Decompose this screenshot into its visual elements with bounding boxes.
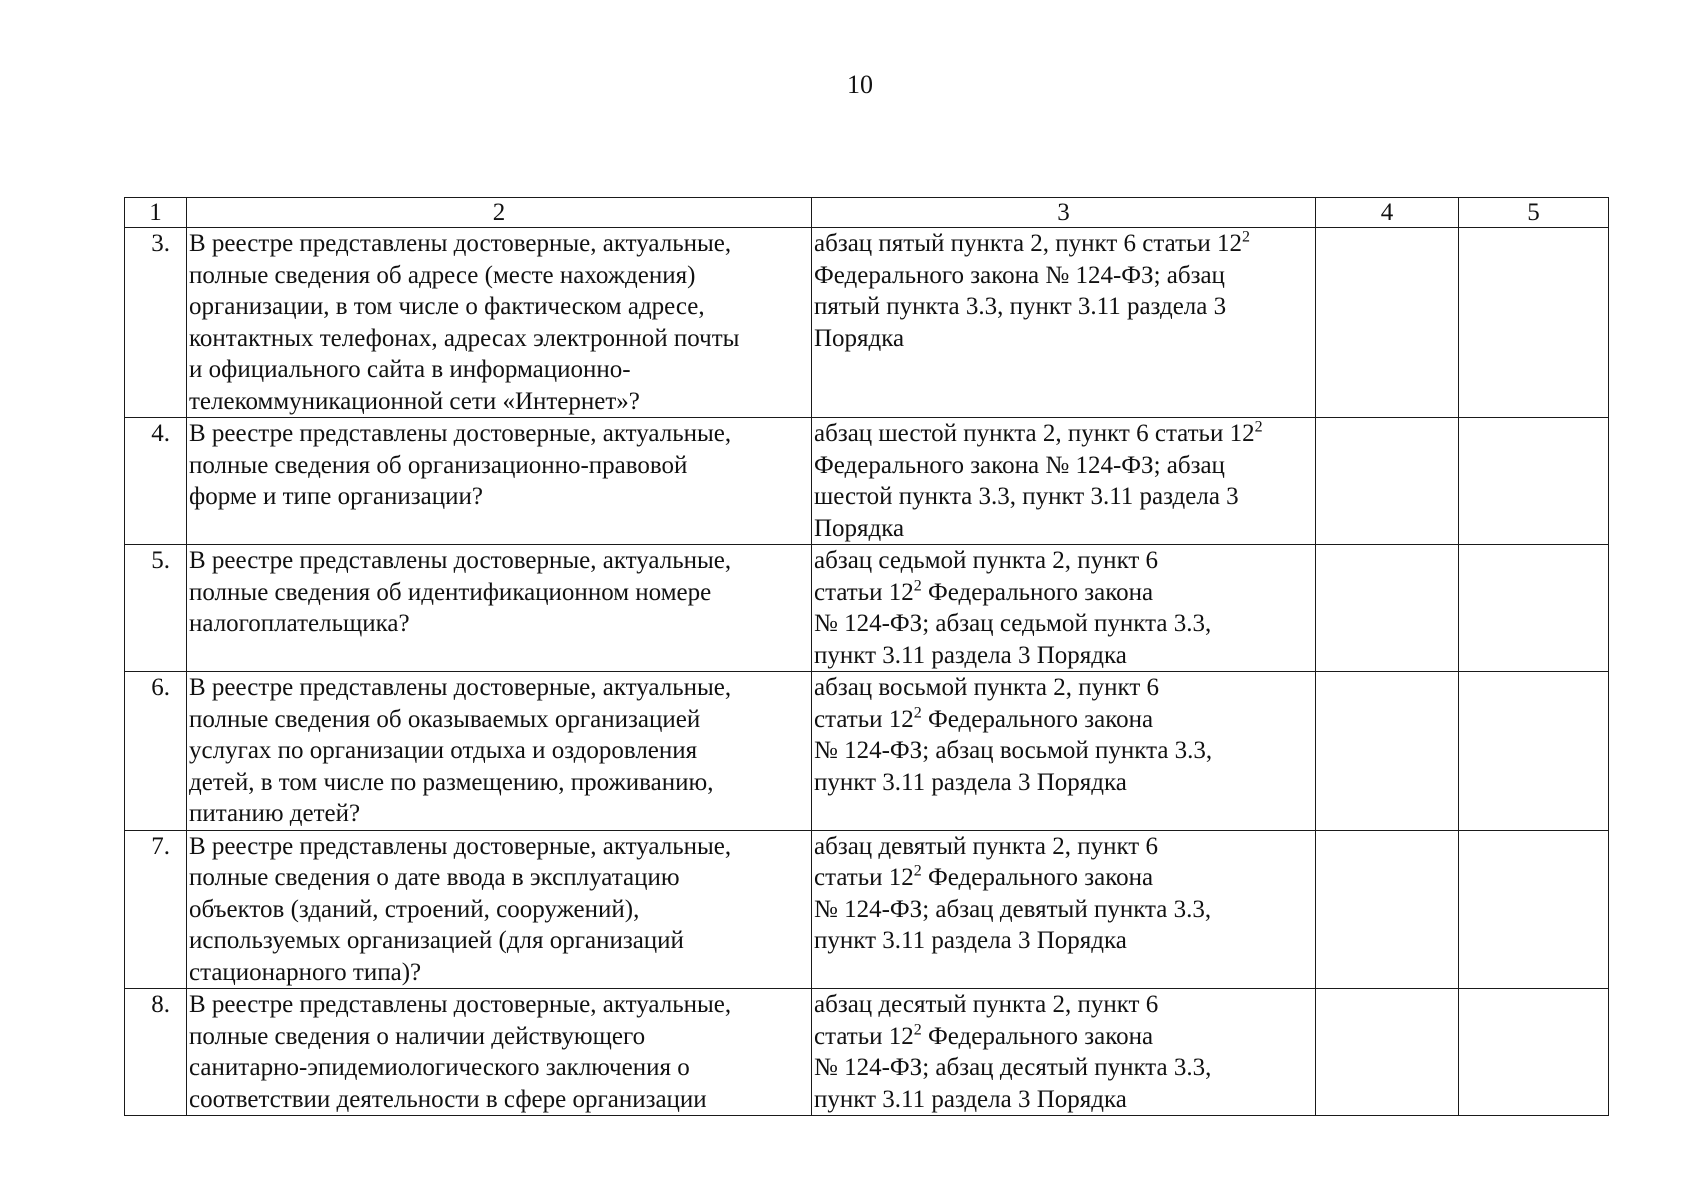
row-reference-text-continued: Федерального закона № 124-ФЗ; абзац девятый пункта 3.3, пункт 3.11 раздела 3 Порядка <box>814 864 1212 954</box>
table-header-row <box>125 198 1609 228</box>
row-reference <box>814 831 1313 957</box>
row-col-5-cell <box>1459 989 1609 1116</box>
table-row <box>125 989 1609 1116</box>
row-reference-text-continued: Федерального закона № 124-ФЗ; абзац шестой пункта 3.3, пункт 3.11 раздела 3 Порядка <box>814 451 1239 542</box>
row-number: 7. <box>125 830 187 989</box>
row-col-4-cell <box>1316 830 1459 989</box>
row-question-cell <box>187 830 812 989</box>
row-col-5-cell <box>1459 228 1609 418</box>
row-reference-text: абзац десятый пункта 2, пункт 6 статьи 12 <box>814 991 1159 1050</box>
row-question-cell <box>187 672 812 831</box>
row-reference-superscript: 2 <box>1254 418 1263 436</box>
row-col-5-cell <box>1459 672 1609 831</box>
row-col-4-cell <box>1316 418 1459 545</box>
row-reference-superscript: 2 <box>913 704 922 722</box>
row-col-5-cell <box>1459 830 1609 989</box>
header-col-2: 2 <box>187 198 812 228</box>
row-reference-text: абзац девятый пункта 2, пункт 6 статьи 12 <box>814 832 1158 891</box>
row-col-5-cell <box>1459 545 1609 672</box>
row-reference <box>814 545 1313 671</box>
header-col-1: 1 <box>125 198 187 228</box>
row-reference <box>814 418 1313 544</box>
row-reference-text: абзац шестой пункта 2, пункт 6 статьи 12 <box>814 420 1255 447</box>
row-col-5-cell <box>1459 418 1609 545</box>
row-question-cell <box>187 418 812 545</box>
table-row <box>125 830 1609 989</box>
page-number: 10 <box>847 70 873 99</box>
row-reference-text: абзац пятый пункта 2, пункт 6 статьи 12 <box>814 230 1243 257</box>
row-reference-cell <box>812 545 1316 672</box>
row-col-4-cell <box>1316 545 1459 672</box>
row-question: В реестре представлены достоверные, актуальные, полные сведения об оказываемых организацией услугах по организации отдыха и оздоровления детей, в том числе по размещению, проживанию, питанию детей? <box>189 674 732 827</box>
row-reference-cell <box>812 418 1316 545</box>
row-reference-superscript: 2 <box>913 1021 922 1039</box>
row-reference <box>814 672 1313 798</box>
row-number: 4. <box>125 418 187 545</box>
row-reference-cell <box>812 830 1316 989</box>
row-reference <box>814 228 1313 354</box>
row-reference-cell <box>812 672 1316 831</box>
row-reference-text: абзац седьмой пункта 2, пункт 6 статьи 12 <box>814 547 1159 606</box>
row-question: В реестре представлены достоверные, актуальные, полные сведения о наличии действующего санитарно-эпидемиологического заключения о соответствии деятельности в сфере организации <box>189 991 732 1113</box>
row-reference-cell <box>812 228 1316 418</box>
table-row <box>125 418 1609 545</box>
row-col-4-cell <box>1316 672 1459 831</box>
row-reference <box>814 989 1313 1115</box>
header-col-3: 3 <box>812 198 1316 228</box>
row-question-cell <box>187 545 812 672</box>
row-question: В реестре представлены достоверные, актуальные, полные сведения об адресе (месте нахождения) организации, в том числе о фактическом адресе, контактных телефонах, адресах электронной почты и официального сайта в информационно- телекоммуникационной сети «Интернет»? <box>189 230 740 415</box>
row-question-cell <box>187 989 812 1116</box>
row-reference-text-continued: Федерального закона № 124-ФЗ; абзац седьмой пункта 3.3, пункт 3.11 раздела 3 Порядка <box>814 578 1212 669</box>
row-reference-superscript: 2 <box>913 862 922 880</box>
row-reference-text-continued: Федерального закона № 124-ФЗ; абзац восьмой пункта 3.3, пункт 3.11 раздела 3 Порядка <box>814 705 1213 796</box>
row-reference-text-continued: Федерального закона № 124-ФЗ; абзац пятый пункта 3.3, пункт 3.11 раздела 3 Порядка <box>814 261 1227 352</box>
row-question-cell <box>187 228 812 418</box>
table-row <box>125 228 1609 418</box>
table-row <box>125 672 1609 831</box>
row-number: 8. <box>125 989 187 1116</box>
row-reference-cell <box>812 989 1316 1116</box>
row-reference-superscript: 2 <box>913 577 922 595</box>
row-number: 5. <box>125 545 187 672</box>
row-reference-text: абзац восьмой пункта 2, пункт 6 статьи 12 <box>814 674 1160 733</box>
checklist-table <box>124 197 1609 1116</box>
row-question: В реестре представлены достоверные, актуальные, полные сведения о дате ввода в эксплуатацию объектов (зданий, строений, сооружений), используемых организацией (для организаций стационарного типа)? <box>189 832 732 986</box>
row-question: В реестре представлены достоверные, актуальные, полные сведения об идентификационном номере налогоплательщика? <box>189 547 732 637</box>
row-reference-superscript: 2 <box>1242 228 1251 246</box>
table-row <box>125 545 1609 672</box>
row-reference-text-continued: Федерального закона № 124-ФЗ; абзац десятый пункта 3.3, пункт 3.11 раздела 3 Порядка <box>814 1022 1212 1113</box>
row-number: 3. <box>125 228 187 418</box>
row-col-4-cell <box>1316 228 1459 418</box>
header-col-4: 4 <box>1316 198 1459 228</box>
row-col-4-cell <box>1316 989 1459 1116</box>
header-col-5: 5 <box>1459 198 1609 228</box>
row-number: 6. <box>125 672 187 831</box>
row-question: В реестре представлены достоверные, актуальные, полные сведения об организационно-правовой форме и типе организации? <box>189 420 732 510</box>
